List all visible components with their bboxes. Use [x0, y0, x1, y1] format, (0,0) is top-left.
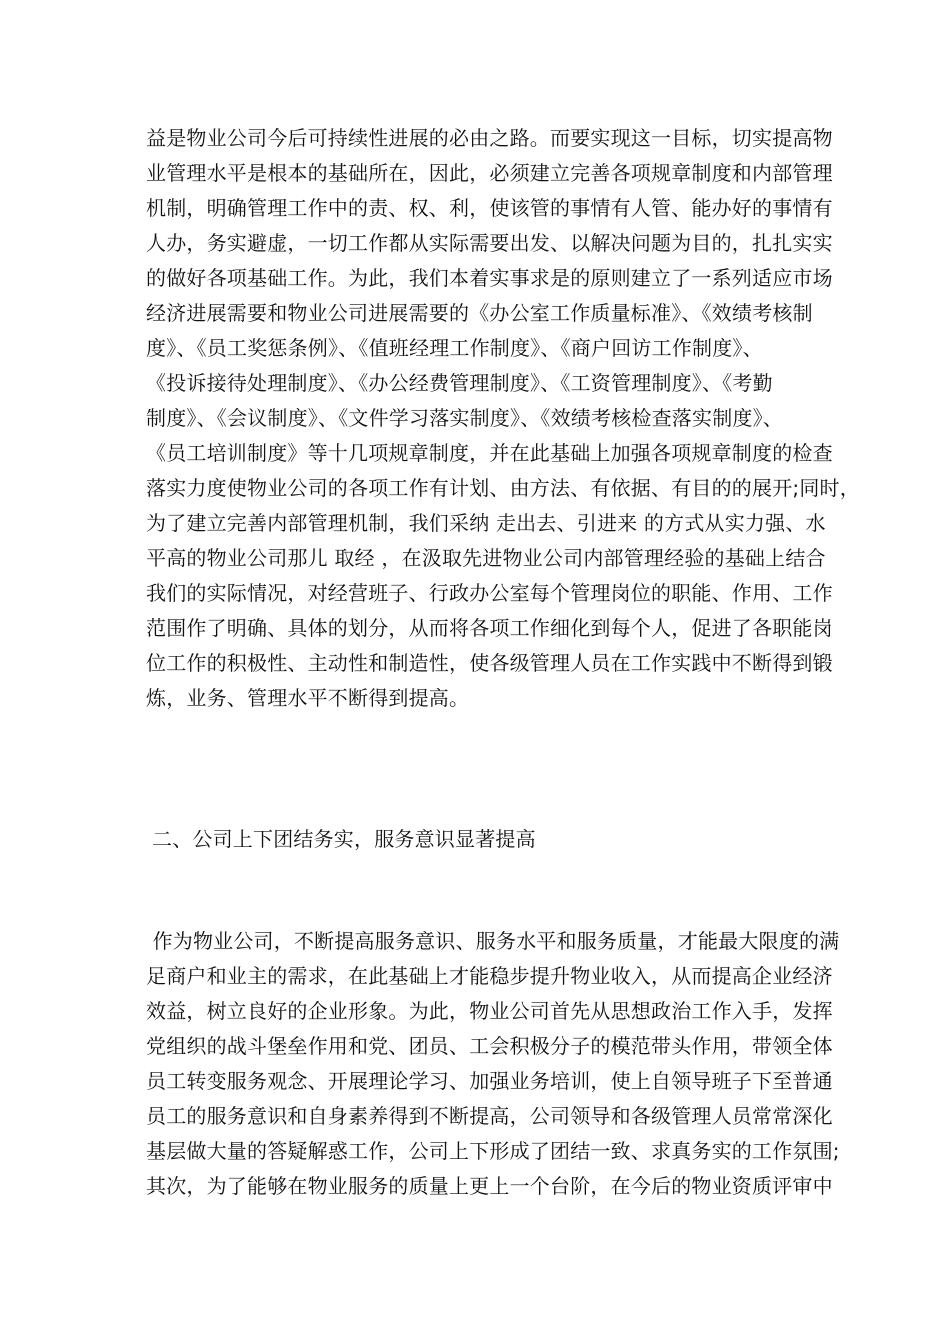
paragraph-line: 我们的实际情况，对经营班子、行政办公室每个管理岗位的职能、作用、工作: [146, 581, 833, 605]
paragraph-line: 业管理水平是根本的基础所在，因此，必须建立完善各项规章制度和内部管理: [146, 161, 833, 185]
paragraph-line: 平高的物业公司那儿 取经 ，在汲取先进物业公司内部管理经验的基础上结合: [146, 546, 826, 570]
paragraph-line: 《员工培训制度》等十几项规章制度，并在此基础上加强各项规章制度的检查: [146, 441, 833, 465]
paragraph-line: 《投诉接待处理制度》、《办公经费管理制度》、《工资管理制度》、《考勤: [146, 371, 773, 395]
paragraph-line: 为了建立完善内部管理机制，我们采纳 走出去、引进来 的方式从实力强、水: [146, 511, 826, 535]
paragraph-line: 度》、《员工奖惩条例》、《值班经理工作制度》、《商户回访工作制度》、: [146, 336, 763, 360]
paragraph-line: 炼，业务、管理水平不断得到提高。: [146, 686, 470, 710]
paragraph-line: 员工的服务意识和自身素养得到不断提高，公司领导和各级管理人员常常深化: [146, 1104, 833, 1128]
paragraph-line: 员工转变服务观念、开展理论学习、加强业务培训，使上自领导班子下至普通: [146, 1069, 833, 1093]
paragraph-line: 人办，务实避虚，一切工作都从实际需要出发、以解决问题为目的，扎扎实实: [146, 231, 833, 255]
paragraph-line: 的做好各项基础工作。为此，我们本着实事求是的原则建立了一系列适应市场: [146, 266, 833, 290]
section-heading-text: 二、公司上下团结务实，服务意识显著提高: [152, 827, 536, 851]
section-heading: [152, 822, 832, 857]
paragraph-line: 其次，为了能够在物业服务的质量上更上一个台阶，在今后的物业资质评审中: [146, 1174, 833, 1198]
paragraph-line: 机制，明确管理工作中的责、权、利，使该管的事情有人管、能办好的事情有: [146, 196, 833, 220]
paragraph-line: 制度》、《会议制度》、《文件学习落实制度》、《效绩考核检查落实制度》、: [146, 406, 783, 430]
paragraph-line: 位工作的积极性、主动性和制造性，使各级管理人员在工作实践中不断得到锻: [146, 651, 833, 675]
paragraph-line: 益是物业公司今后可持续性进展的必由之路。而要实现这一目标，切实提高物: [146, 126, 833, 150]
paragraph-line: 党组织的战斗堡垒作用和党、团员、工会积极分子的模范带头作用，带领全体: [146, 1034, 833, 1058]
paragraph-line: 基层做大量的答疑解惑工作，公司上下形成了团结一致、求真务实的工作氛围;: [146, 1139, 840, 1163]
paragraph-line: 范围作了明确、具体的划分，从而将各项工作细化到每个人，促进了各职能岗: [146, 616, 833, 640]
body-paragraph-1: [146, 121, 860, 716]
paragraph-line: 落实力度使物业公司的各项工作有计划、由方法、有依据、有目的的展开;同时，: [146, 476, 860, 500]
paragraph-line: 作为物业公司，不断提高服务意识、服务水平和服务质量，才能最大限度的满: [146, 929, 840, 953]
paragraph-line: 经济进展需要和物业公司进展需要的《办公室工作质量标准》、《效绩考核制: [146, 301, 813, 325]
paragraph-line: 足商户和业主的需求，在此基础上才能稳步提升物业收入，从而提高企业经济: [146, 964, 833, 988]
body-paragraph-2: [146, 924, 840, 1204]
paragraph-line: 效益，树立良好的企业形象。为此，物业公司首先从思想政治工作入手，发挥: [146, 999, 833, 1023]
